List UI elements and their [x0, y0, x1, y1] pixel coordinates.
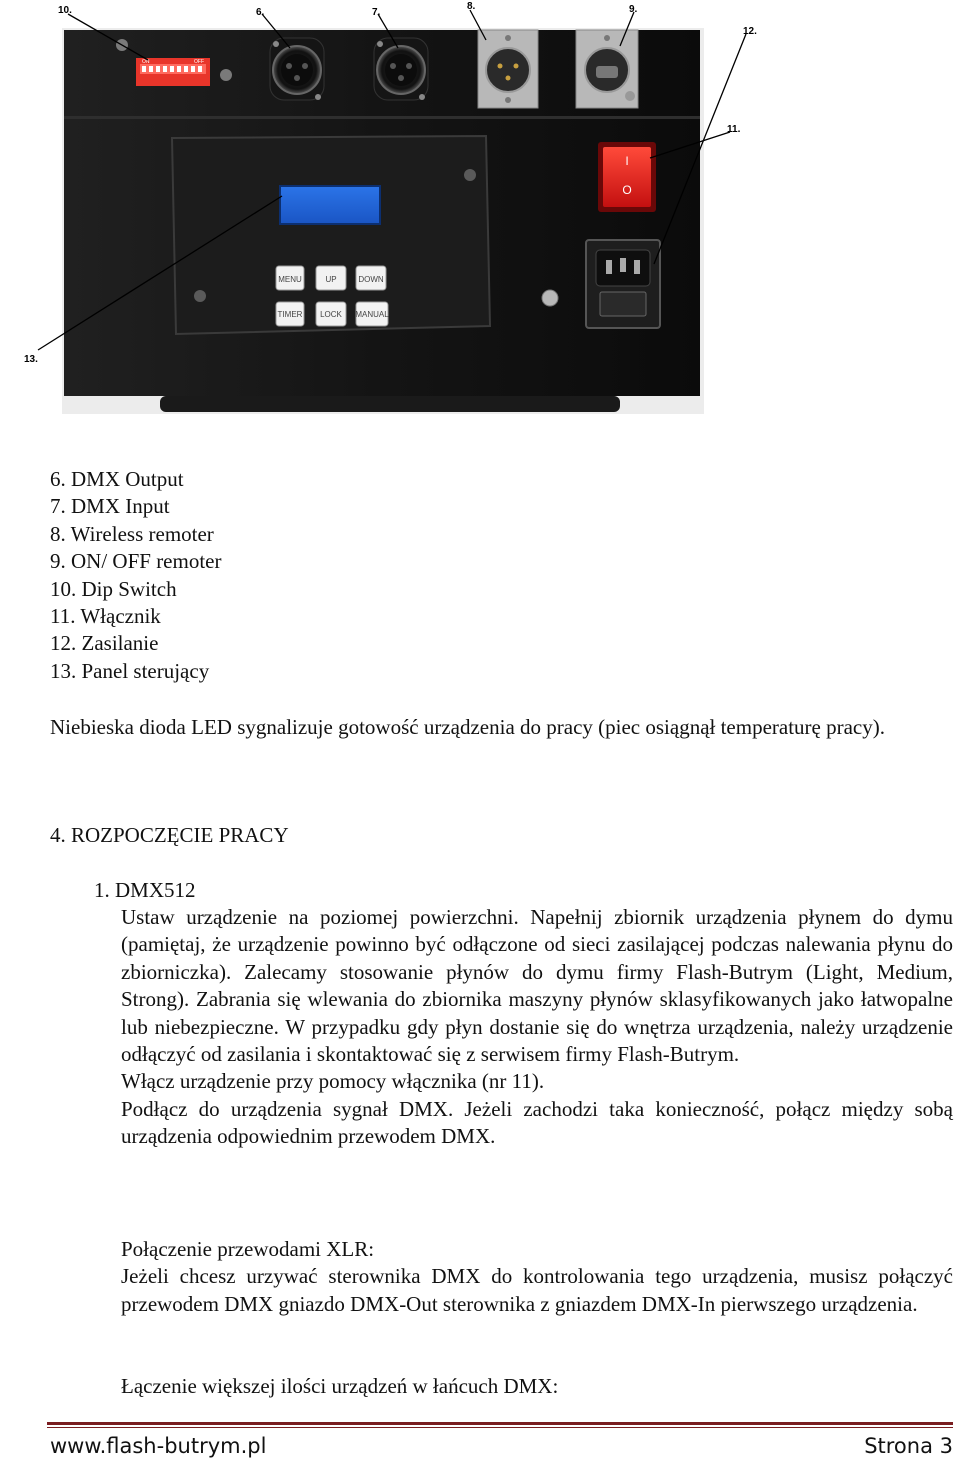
xlr-dmx-input: [374, 38, 428, 100]
legend-item: 8. Wireless remoter: [50, 521, 214, 546]
fuse-icon: [542, 290, 558, 306]
switch-off-label: O: [622, 183, 632, 197]
chain-heading: Łączenie większej ilości urządzeń w łańcuch DMX:: [121, 1374, 559, 1398]
dip-off-label: OFF: [194, 59, 204, 65]
xlr-wireless-remoter: [478, 30, 538, 108]
section-title: 4. ROZPOCZĘCIE PRACY: [50, 823, 289, 847]
dip-switch: [136, 58, 210, 86]
xlr-onoff-remoter: [576, 30, 638, 108]
callout-11: 11.: [727, 124, 741, 135]
callout-7: 7.: [372, 7, 381, 18]
body-edge: [64, 116, 700, 119]
xlr-connection-block: [121, 1236, 953, 1318]
power-switch: [598, 142, 656, 212]
legend-item: 13. Panel sterujący: [50, 658, 210, 683]
legend-item: 12. Zasilanie: [50, 631, 159, 656]
footer-url[interactable]: www.flash-butrym.pl: [50, 1434, 267, 1458]
callout-6: 6.: [256, 7, 265, 18]
legend-item: 6. DMX Output: [50, 467, 184, 491]
callout-13: 13.: [24, 354, 38, 365]
power-socket: [586, 240, 660, 328]
manual-button-label: MANUAL: [355, 310, 389, 319]
lcd-display: [280, 186, 380, 224]
device-foot: [160, 396, 620, 412]
callout-9: 9.: [629, 4, 638, 15]
component-legend: [50, 466, 910, 685]
switch-on-label: I: [625, 154, 629, 168]
instructions-block: [121, 904, 953, 1151]
legend-item: 10. Dip Switch: [50, 576, 177, 601]
footer-rule-thin: [47, 1427, 953, 1428]
screw-icon: [220, 69, 232, 81]
xlr-paragraph: Jeżeli chcesz urzywać sterownika DMX do kontrolowania tego urządzenia, musisz połączyć przewodem DMX gniazdo DMX-Out sterownika z gniazdem DMX-In pierwszego urządzenia.: [121, 1264, 953, 1316]
page-footer: [50, 1434, 953, 1466]
up-button-label: UP: [325, 275, 337, 284]
instruction-paragraph: Włącz urządzenie przy pomocy włącznika (nr 11).: [121, 1069, 545, 1094]
timer-button-label: TIMER: [277, 310, 303, 319]
footer-rule-thick: [47, 1422, 953, 1425]
device-photo: [0, 0, 960, 440]
legend-item: 7. DMX Input: [50, 494, 170, 519]
instruction-paragraph: Ustaw urządzenie na poziomej powierzchni. Napełnij zbiornik urządzenia płynem do dymu (pamiętaj, że urządzenie powinno być odłączone od sieci zasilającej podczas nalewania płynu do zbiorniczka). Zalecamy stosowanie płynów do dymu firmy Flash-Butrym (Light, Medium, Strong). Zabrania się wlewania do zbiornika maszyny płynów sklasyfikowanych jako łatwopalne lub niebezpieczne. W przypadku gdy płyn dostanie się do wnętrza urządzenia, należy urządzenie odłączyć od zasilania i skontaktować się z serwisem firmy Flash-Butrym.: [121, 905, 953, 1067]
legend-item: 9. ON/ OFF remoter: [50, 549, 222, 574]
menu-button-label: MENU: [278, 275, 302, 284]
led-note: Niebieska dioda LED sygnalizuje gotowość urządzenia do pracy (piec osiągnął temperaturę pracy).: [50, 715, 885, 739]
down-button-label: DOWN: [358, 275, 384, 284]
legend-item: 11. Włącznik: [50, 603, 161, 628]
callout-12: 12.: [743, 26, 757, 37]
instruction-paragraph: Podłącz do urządzenia sygnał DMX. Jeżeli zachodzi taka konieczność, połącz między sobą urządzenia odpowiednim przewodem DMX.: [121, 1096, 953, 1149]
item-heading: 1. DMX512: [94, 878, 196, 902]
xlr-dmx-output: [270, 38, 324, 100]
callout-8: 8.: [467, 1, 476, 12]
dip-on-label: ON: [142, 59, 150, 65]
device-photo-svg: [0, 0, 960, 440]
callout-10: 10.: [58, 5, 72, 16]
page-number: Strona 3: [864, 1434, 953, 1458]
lock-button-label: LOCK: [320, 310, 342, 319]
xlr-heading: Połączenie przewodami XLR:: [121, 1237, 375, 1261]
